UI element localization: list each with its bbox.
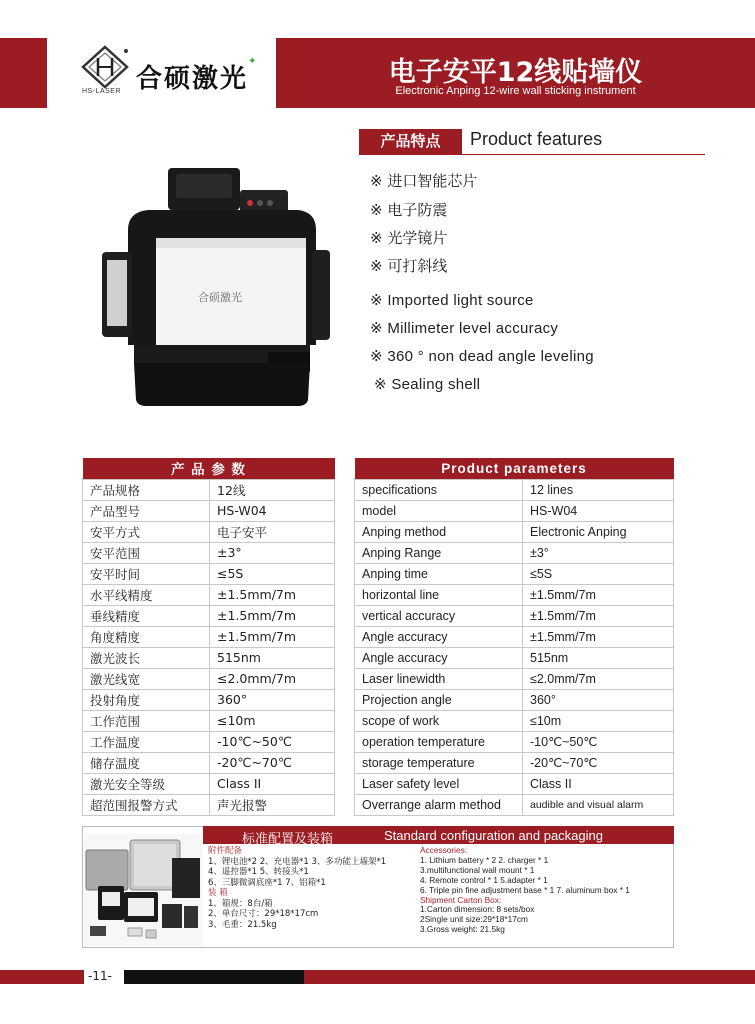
param-en-key: Laser linewidth <box>355 668 523 689</box>
params-table-en <box>354 458 674 816</box>
param-en-row <box>355 647 674 668</box>
param-cn-row <box>83 647 335 668</box>
footer-black-bar <box>124 970 304 984</box>
param-cn-key: 超范围报警方式 <box>83 794 210 815</box>
accessory-cn-2: 4、遥控器*1 5、转接头*1 <box>208 867 309 877</box>
param-cn-row <box>83 542 335 563</box>
param-cn-value: -10℃~50℃ <box>210 731 335 752</box>
param-cn-row <box>83 500 335 521</box>
param-cn-key: 角度精度 <box>83 626 210 647</box>
param-cn-row <box>83 626 335 647</box>
param-cn-row <box>83 689 335 710</box>
param-cn-value: ≤2.0mm/7m <box>210 668 335 689</box>
param-en-key: Laser safety level <box>355 773 523 794</box>
param-cn-key: 产品型号 <box>83 500 210 521</box>
param-en-value: 12 lines <box>523 479 674 500</box>
param-en-key: Overrange alarm method <box>355 794 523 815</box>
param-en-value: ±3° <box>523 542 674 563</box>
page-title-en: Electronic Anping 12-wire wall sticking instrument <box>395 85 636 97</box>
param-en-key: specifications <box>355 479 523 500</box>
param-en-value: ±1.5mm/7m <box>523 584 674 605</box>
param-en-row <box>355 731 674 752</box>
param-en-key: Anping Range <box>355 542 523 563</box>
param-cn-value: ±1.5mm/7m <box>210 584 335 605</box>
param-cn-value: HS-W04 <box>210 500 335 521</box>
packaging-title-cn: 标准配置及装箱 <box>242 832 334 847</box>
param-en-key: Angle accuracy <box>355 626 523 647</box>
box-en-1: 1.Carton dimension: 8 sets/box <box>420 904 535 915</box>
param-cn-row <box>83 605 335 626</box>
param-en-row <box>355 794 674 815</box>
feature-cn-4: ※ 可打斜线 <box>370 257 448 275</box>
feature-cn-1: ※ 进口智能芯片 <box>370 172 478 190</box>
param-cn-value: ±1.5mm/7m <box>210 605 335 626</box>
param-en-row <box>355 689 674 710</box>
brand-small-text: HS-LASER <box>82 88 122 95</box>
param-en-value: -20℃~70℃ <box>523 752 674 773</box>
params-table-en-header: Product parameters <box>355 458 674 479</box>
accessory-cn-1: 1、锂电池*2 2、充电器*1 3、多功能上墙架*1 <box>208 856 387 867</box>
product-image-label: 合硕激光 <box>198 291 242 304</box>
footer-left-bar <box>0 970 84 984</box>
param-cn-row <box>83 752 335 773</box>
param-cn-value: Class II <box>210 773 335 794</box>
param-cn-value: ≤5S <box>210 563 335 584</box>
accessories-head-cn: 附件配备 <box>208 846 243 856</box>
param-en-key: Projection angle <box>355 689 523 710</box>
param-en-value: audible and visual alarm <box>523 794 674 815</box>
header-left-bar <box>0 38 47 108</box>
param-cn-key: 投射角度 <box>83 689 210 710</box>
param-cn-key: 工作范围 <box>83 710 210 731</box>
param-en-row <box>355 605 674 626</box>
param-cn-row <box>83 584 335 605</box>
param-en-value: -10℃~50℃ <box>523 731 674 752</box>
param-cn-row <box>83 479 335 500</box>
feature-en-1: ※ Imported light source <box>370 292 534 309</box>
param-cn-value: 515nm <box>210 647 335 668</box>
feature-en-3: ※ 360 ° non dead angle leveling <box>370 348 594 365</box>
packaging-cn-list <box>208 846 386 930</box>
params-table-cn <box>82 458 335 816</box>
param-en-row <box>355 626 674 647</box>
param-cn-key: 激光波长 <box>83 647 210 668</box>
param-en-value: 360° <box>523 689 674 710</box>
packaging-en-list <box>420 846 630 935</box>
param-en-row <box>355 710 674 731</box>
box-en-2: 2Single unit size:29*18*17cm <box>420 914 528 925</box>
param-cn-value: ±1.5mm/7m <box>210 626 335 647</box>
param-cn-row <box>83 521 335 542</box>
box-cn-3: 3、毛重：21.5kg <box>208 919 277 930</box>
features-title: Product features <box>470 129 603 149</box>
param-cn-key: 激光安全等级 <box>83 773 210 794</box>
brand-name: 合硕激光 <box>136 64 249 94</box>
feature-en-4: ※ Sealing shell <box>374 376 481 393</box>
product-image <box>98 160 338 410</box>
accessory-cn-3: 6、三脚微调底座*1 7、铝箱*1 <box>208 877 326 888</box>
param-cn-row <box>83 668 335 689</box>
param-en-row <box>355 521 674 542</box>
param-en-key: scope of work <box>355 710 523 731</box>
accessory-en-1: 1. Lithium battery * 2 2. charger * 1 <box>420 854 549 865</box>
accessory-en-4: 6. Triple pin fine adjustment base * 1 7. aluminum box * 1 <box>420 884 630 895</box>
param-en-value: Electronic Anping <box>523 521 674 542</box>
param-cn-key: 垂线精度 <box>83 605 210 626</box>
param-cn-row <box>83 710 335 731</box>
param-cn-value: ≤10m <box>210 710 335 731</box>
param-cn-row <box>83 731 335 752</box>
box-head-en: Shipment Carton Box: <box>420 894 502 905</box>
param-cn-key: 安平时间 <box>83 563 210 584</box>
param-en-key: vertical accuracy <box>355 605 523 626</box>
param-en-row <box>355 668 674 689</box>
accessory-en-3: 4. Remote control * 1 5.adapter * 1 <box>420 874 548 885</box>
brand-logo-icon <box>80 45 130 89</box>
param-en-value: 515nm <box>523 647 674 668</box>
features-underline <box>359 154 705 155</box>
param-en-row <box>355 479 674 500</box>
param-en-value: ≤2.0mm/7m <box>523 668 674 689</box>
param-en-value: Class II <box>523 773 674 794</box>
box-head-cn: 装 箱 <box>208 888 228 898</box>
param-en-value: ±1.5mm/7m <box>523 626 674 647</box>
page-number: -11- <box>88 969 112 983</box>
param-cn-value: ±3° <box>210 542 335 563</box>
param-cn-row <box>83 794 335 815</box>
param-cn-value: 声光报警 <box>210 794 335 815</box>
footer-right-bar <box>304 970 755 984</box>
param-cn-key: 水平线精度 <box>83 584 210 605</box>
page-title-cn: 电子安平12线贴墙仪 <box>388 57 643 88</box>
accessories-head-en: Accessories: <box>420 845 468 855</box>
param-en-key: Anping method <box>355 521 523 542</box>
param-en-value: ±1.5mm/7m <box>523 605 674 626</box>
param-cn-key: 安平方式 <box>83 521 210 542</box>
brand-star-icon: ✦ <box>248 56 257 67</box>
feature-en-2: ※ Millimeter level accuracy <box>370 320 559 337</box>
param-en-key: Anping time <box>355 563 523 584</box>
param-en-row <box>355 773 674 794</box>
accessory-en-2: 3.multifunctional wall mount * 1 <box>420 864 535 875</box>
param-en-key: horizontal line <box>355 584 523 605</box>
param-cn-row <box>83 563 335 584</box>
param-cn-key: 产品规格 <box>83 479 210 500</box>
param-en-key: model <box>355 500 523 521</box>
param-en-value: ≤10m <box>523 710 674 731</box>
packaging-title-en: Standard configuration and packaging <box>384 828 603 843</box>
param-cn-value: 360° <box>210 689 335 710</box>
param-en-value: ≤5S <box>523 563 674 584</box>
param-en-row <box>355 563 674 584</box>
param-cn-key: 储存温度 <box>83 752 210 773</box>
box-en-3: 3.Gross weight: 21.5kg <box>420 924 505 935</box>
param-en-key: Angle accuracy <box>355 647 523 668</box>
features-badge: 产品特点 <box>359 129 462 154</box>
box-cn-2: 2、单台尺寸：29*18*17cm <box>208 909 319 919</box>
param-en-row <box>355 752 674 773</box>
param-cn-value: -20℃~70℃ <box>210 752 335 773</box>
param-cn-key: 安平范围 <box>83 542 210 563</box>
param-en-key: operation temperature <box>355 731 523 752</box>
params-table-cn-header: 产 品 参 数 <box>83 458 335 479</box>
param-cn-value: 12线 <box>210 479 335 500</box>
param-cn-key: 工作温度 <box>83 731 210 752</box>
param-en-row <box>355 542 674 563</box>
param-cn-key: 激光线宽 <box>83 668 210 689</box>
feature-cn-3: ※ 光学镜片 <box>370 229 448 247</box>
param-en-row <box>355 500 674 521</box>
box-cn-1: 1、箱规：8台/箱 <box>208 898 273 909</box>
param-en-row <box>355 584 674 605</box>
feature-cn-2: ※ 电子防震 <box>370 201 448 219</box>
param-en-value: HS-W04 <box>523 500 674 521</box>
param-cn-row <box>83 773 335 794</box>
packaging-photo <box>84 834 202 946</box>
param-cn-value: 电子安平 <box>210 521 335 542</box>
param-en-key: storage temperature <box>355 752 523 773</box>
